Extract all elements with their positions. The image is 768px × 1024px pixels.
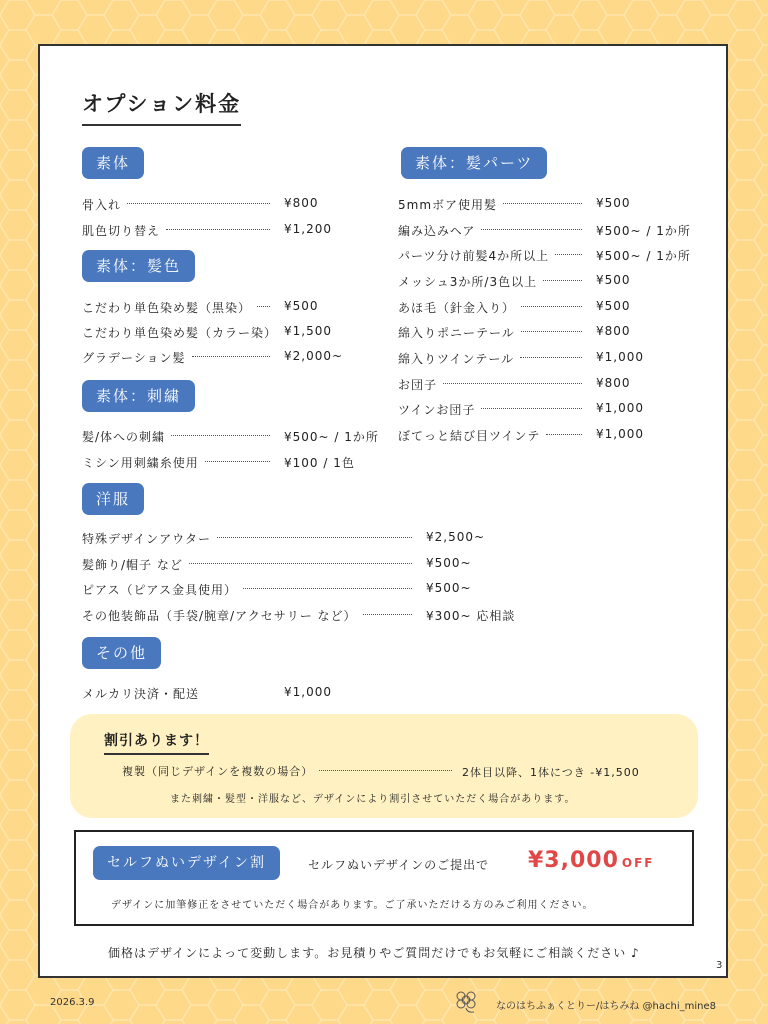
section-heading-hair-color: 素体：髪色 — [82, 250, 195, 282]
list-item — [398, 222, 588, 238]
item-price: ¥500~ — [426, 556, 472, 570]
self-design-note: デザインに加筆修正をさせていただく場合があります。ご了承いただける方のみご利用ください。 — [111, 900, 594, 911]
leader-dots — [189, 563, 412, 564]
leader-dots — [543, 280, 582, 281]
page-title: オプション料金 — [82, 88, 241, 126]
list-item — [82, 454, 276, 470]
bottom-message: 価格はデザインによって変動します。お見積りやご質問だけでもお気軽にご相談ください ♪ — [108, 946, 640, 960]
item-price: ¥1,200 — [284, 222, 332, 236]
leader-dots — [443, 383, 582, 384]
leader-dots — [166, 229, 270, 230]
item-label: メッシュ3か所/3色以上 — [398, 274, 538, 289]
leader-dots — [503, 203, 582, 204]
item-price: ¥100 / 1色 — [284, 456, 355, 470]
leader-dots — [205, 461, 270, 462]
list-item — [398, 196, 588, 212]
item-price: ¥300~ 応相談 — [426, 609, 516, 623]
item-price: ¥2,500~ — [426, 530, 486, 544]
item-label: ピアス（ピアス金具使用） — [82, 582, 238, 597]
self-design-text: セルフぬいデザインのご提出で — [308, 858, 490, 872]
item-label: 特殊デザインアウター — [82, 531, 212, 546]
item-price: ¥1,000 — [596, 401, 644, 415]
leader-dots — [243, 588, 412, 589]
section-heading-embroidery: 素体：刺繍 — [82, 380, 195, 412]
item-price: ¥800 — [596, 376, 631, 390]
item-label: グラデーション髪 — [82, 350, 186, 365]
list-item — [82, 299, 276, 315]
self-design-panel — [74, 830, 694, 926]
leader-dots — [363, 614, 412, 615]
leader-dots — [192, 356, 270, 357]
item-price: ¥1,000 — [596, 350, 644, 364]
item-label: 5mmボア使用髪 — [398, 197, 498, 212]
off-label: OFF — [621, 856, 655, 870]
item-label: 髪飾り/帽子 など — [82, 557, 183, 572]
list-item — [398, 299, 588, 315]
leader-dots — [521, 331, 582, 332]
item-price: ¥500~ / 1か所 — [284, 430, 379, 444]
item-price: ¥500~ — [426, 581, 472, 595]
item-label: その他装飾品（手袋/腕章/アクセサリー など） — [82, 608, 357, 623]
section-heading-other: その他 — [82, 637, 161, 669]
item-price: ¥500~ / 1か所 — [596, 249, 691, 263]
list-item — [82, 428, 276, 444]
list-item — [398, 427, 588, 443]
item-price: ¥2,000~ — [284, 349, 344, 363]
list-item — [398, 247, 588, 263]
list-item — [82, 556, 418, 572]
section-heading-body: 素体 — [82, 147, 144, 179]
item-price: ¥500 — [284, 299, 319, 313]
leader-dots — [520, 357, 582, 358]
item-label: 綿入りツインテール — [398, 351, 515, 366]
leader-dots — [127, 203, 270, 204]
list-item — [398, 350, 588, 366]
item-label: ぼてっと結び目ツインテ — [398, 428, 541, 443]
item-label: お団子 — [398, 377, 438, 392]
item-label: 肌色切り替え — [82, 223, 161, 238]
item-label: ミシン用刺繍糸使用 — [82, 455, 199, 470]
item-price: ¥500 — [596, 196, 631, 210]
list-item — [82, 196, 276, 212]
discount-line-value: 2体目以降、1体につき -¥1,500 — [462, 766, 640, 779]
leader-dots — [481, 408, 582, 409]
credit: なのはちふぁくとりー/はちみね @hachi_mine8 — [496, 1001, 716, 1012]
item-label: あほ毛（針金入り） — [398, 300, 516, 315]
item-label: こだわり単色染め髪（黒染） — [82, 300, 252, 315]
item-label: ツインお団子 — [398, 402, 476, 417]
self-design-badge: セルフぬいデザイン割 — [93, 846, 280, 880]
item-label: メルカリ決済・配送 — [82, 686, 200, 701]
list-item — [398, 401, 588, 417]
item-price: ¥1,000 — [596, 427, 644, 441]
item-label: 編み込みヘア — [398, 223, 476, 238]
list-item — [82, 349, 276, 365]
list-item — [398, 376, 588, 392]
leader-dots — [171, 435, 270, 436]
list-item — [82, 324, 276, 340]
list-item — [82, 581, 418, 597]
section-heading-clothes: 洋服 — [82, 483, 144, 515]
list-item — [82, 685, 276, 701]
item-price: ¥1,000 — [284, 685, 332, 699]
item-price: ¥500 — [596, 299, 631, 313]
leader-dots — [217, 537, 412, 538]
item-label: 髪/体への刺繍 — [82, 429, 166, 444]
item-price: ¥500 — [596, 273, 631, 287]
list-item — [398, 273, 588, 289]
discount-title: 割引あります！ — [104, 730, 209, 755]
item-price: ¥800 — [596, 324, 631, 338]
section-heading-hair-parts: 素体：髪パーツ — [401, 147, 547, 179]
list-item — [82, 530, 418, 546]
discount-note: また刺繍・髪型・洋服など、デザインにより割引させていただく場合があります。 — [170, 794, 576, 805]
item-price: ¥800 — [284, 196, 319, 210]
leader-dots — [481, 229, 582, 230]
list-item — [398, 324, 588, 340]
discount-line — [122, 763, 458, 779]
item-label: こだわり単色染め髪（カラー染） — [82, 325, 278, 340]
leader-dots — [546, 434, 582, 435]
leader-dots — [257, 306, 270, 307]
item-label: 骨入れ — [82, 197, 122, 212]
leader-dots — [319, 770, 452, 771]
item-label: 綿入りポニーテール — [398, 325, 515, 340]
discount-amount: ¥3,000 — [528, 848, 619, 873]
page-number: 3 — [716, 960, 723, 971]
leader-dots — [521, 306, 582, 307]
item-price: ¥1,500 — [284, 324, 332, 338]
self-design-discount — [528, 848, 655, 873]
list-item — [82, 607, 418, 623]
discount-panel — [70, 714, 698, 818]
discount-line-label: 複製（同じデザインを複数の場合） — [122, 765, 314, 778]
leader-dots — [555, 254, 582, 255]
date: 2026.3.9 — [50, 997, 95, 1008]
flower-logo-icon — [452, 988, 488, 1016]
item-price: ¥500~ / 1か所 — [596, 224, 691, 238]
item-label: パーツ分け前髪4か所以上 — [398, 248, 550, 263]
list-item — [82, 222, 276, 238]
